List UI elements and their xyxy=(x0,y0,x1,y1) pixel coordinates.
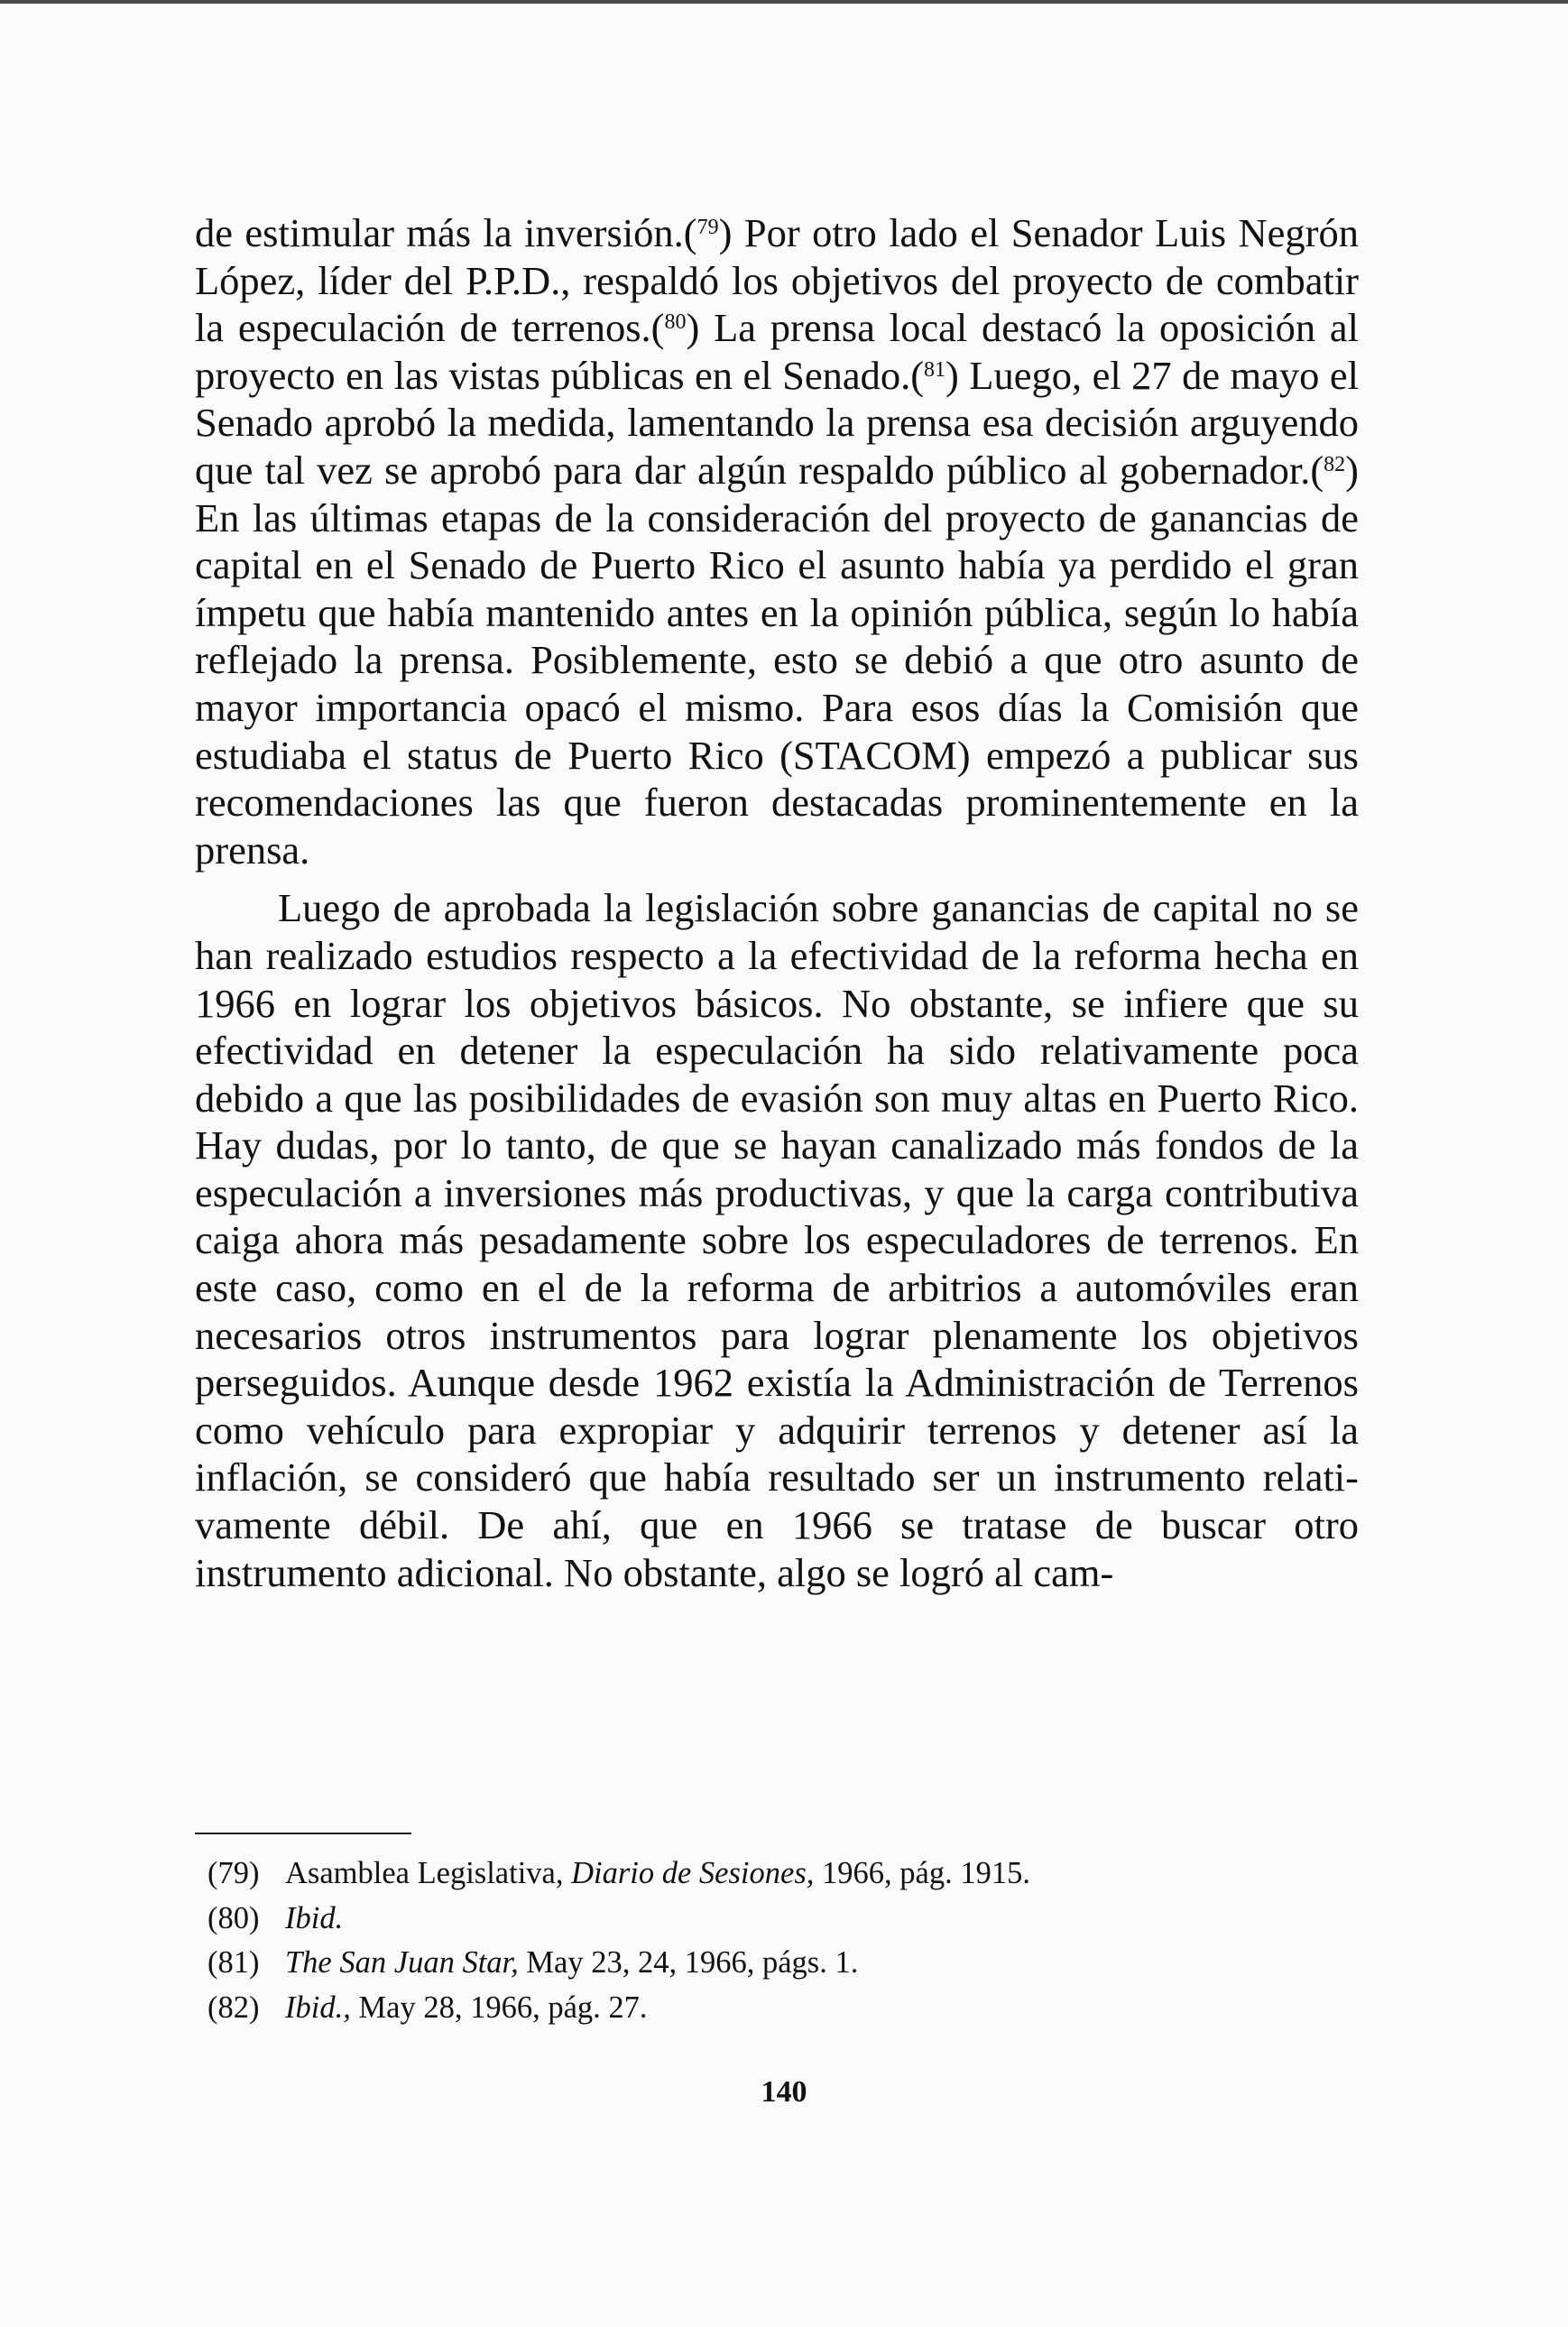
footnote-text-end: 1966, pág. 1915. xyxy=(814,1856,1030,1890)
footnote-ref-80[interactable]: 80 xyxy=(664,310,687,335)
footnote-79 xyxy=(208,1851,1344,1897)
footnote-number: (79) xyxy=(208,1856,260,1890)
footnote-number: (80) xyxy=(208,1900,260,1935)
footnote-text-end: May 28, 1966, pág. 27. xyxy=(350,1990,648,2025)
footnote-title: Ibid. xyxy=(285,1900,344,1935)
footnote-ref-81[interactable]: 81 xyxy=(924,357,946,382)
page-top-edge xyxy=(0,0,1568,4)
paragraph-1-part-1: de estimular más la inversión.( xyxy=(195,210,697,255)
footnote-number: (82) xyxy=(208,1990,260,2025)
paragraph-1-part-3: ) La prensa local destacó la oposición al proyecto en las vistas públicas en el Senado.( xyxy=(195,305,1359,398)
page-number: 140 xyxy=(761,2075,807,2109)
footnote-82 xyxy=(208,1986,1344,2031)
footnote-title: Ibid., xyxy=(285,1990,351,2025)
footnote-text: Asamblea Legislativa, xyxy=(285,1856,572,1890)
paragraph-2: Luego de aprobada la legislación sobre ganancias de capital no se han realizado estudios respecto a la efectividad de la reforma hecha en 1966 en lograr los objetivos básicos. No obstante, se infiere que su efectividad en detener la especulación ha sido relativamente poca debido a que las posibilidades de evasión son muy altas en Puerto Rico. Hay dudas, por lo tanto, de que se hayan canalizado más fondos de la especulación a inversiones más productivas, y que la carga contributiva caiga ahora más pesadamente sobre los especuladores de terrenos. En este caso, como en el de la reforma de arbitrios a automóviles eran necesarios otros instrumentos para lograr plenamente los objetivos perseguidos. Aunque desde 1962 existía la Administración de Terrenos como vehículo para expropiar y adquirir terrenos y detener así la inflación, se consideró que había resultado ser un instrumento relativamente débil. De ahí, que en 1966 se tratase de buscar otro instrumento adicional. No obstante, algo se logró al cam- xyxy=(195,885,1359,1595)
footnote-title: Diario de Sesiones, xyxy=(571,1856,815,1890)
footnote-text-end: May 23, 24, 1966, págs. 1. xyxy=(518,1945,859,1980)
footnote-ref-82[interactable]: 82 xyxy=(1324,452,1346,476)
footnotes xyxy=(208,1851,1344,2030)
paragraph-1-part-4: ) Luego, el 27 de mayo el Senado aprobó la medida, lamentando la prensa esa decisión arguyendo que tal vez se aprobó para dar algún respaldo público al gobernador.( xyxy=(195,352,1359,493)
footnote-81 xyxy=(208,1941,1344,1986)
footnote-number: (81) xyxy=(208,1945,260,1980)
paragraph-1 xyxy=(195,209,1359,873)
footnote-ref-79[interactable]: 79 xyxy=(696,216,719,239)
paragraph-1-part-5: ) En las últimas etapas de la consideración del proyecto de ganancias de capital en el Senado de Puerto Rico el asunto había ya perdido el gran ímpetu que había mantenido antes en la opinión pública, según lo había reflejado la prensa. Posiblemente, esto se debió a que otro asunto de mayor importancia opacó el mismo. Para esos días la Comisión que estudiaba el status de Puerto Rico (STACOM) empezó a publicar sus recomendaciones las que fueron destacadas prominentemente en la prensa. xyxy=(195,447,1359,873)
footnote-title: The San Juan Star, xyxy=(285,1945,519,1980)
footnote-divider xyxy=(195,1833,411,1834)
paragraph-1-part-2: ) Por otro lado el Senador Luis Negrón López, líder del P.P.D., respaldó los objetivos del proyecto de combatir la especulación de terrenos.( xyxy=(195,210,1359,351)
footnote-80 xyxy=(208,1897,1344,1942)
body-text xyxy=(195,209,1359,1596)
